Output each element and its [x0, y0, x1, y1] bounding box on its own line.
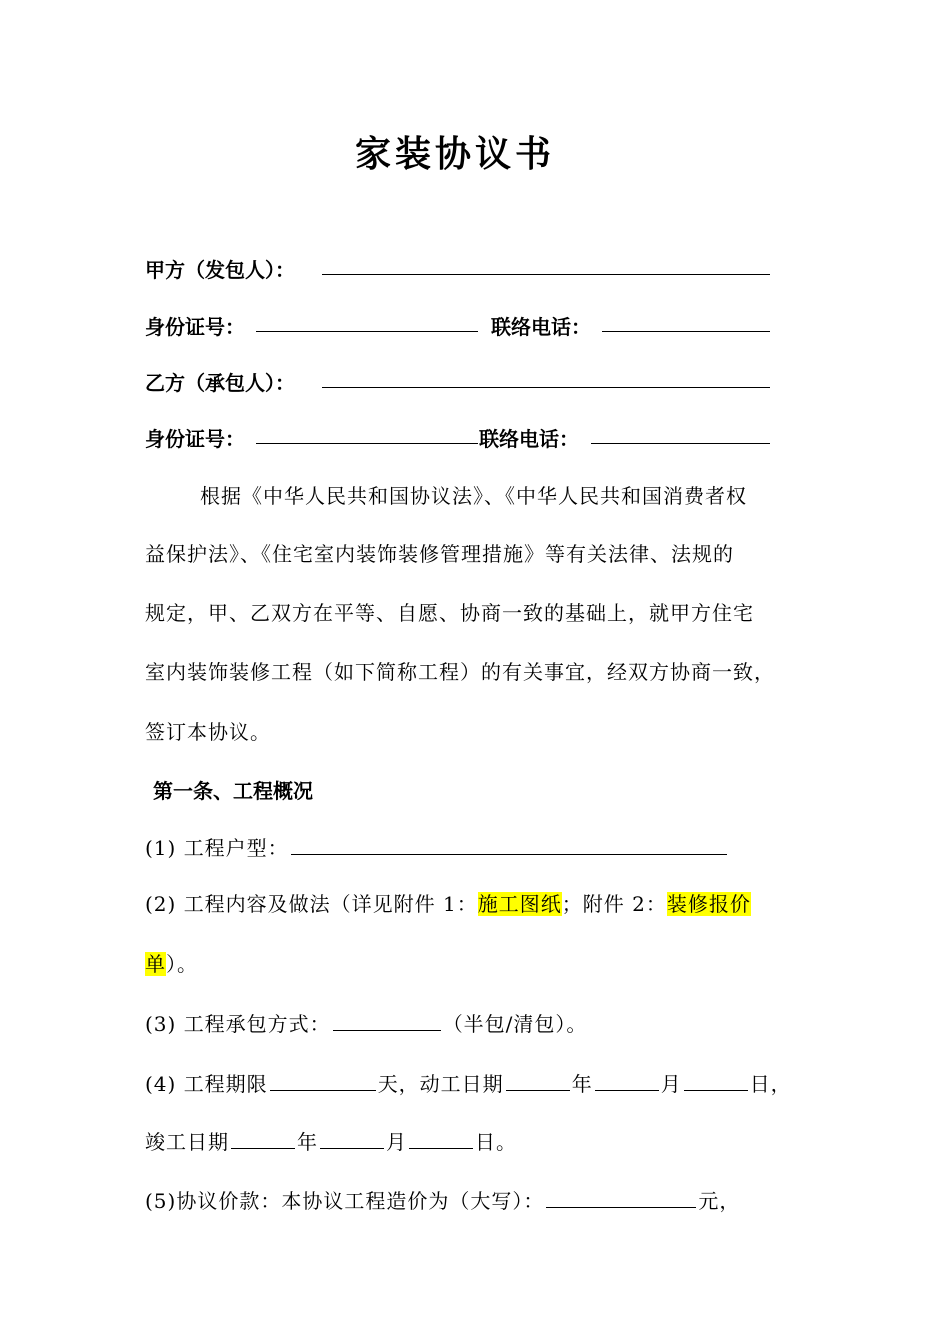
item-4b-year-label: 年 — [297, 1130, 318, 1154]
phone-b-label: 联络电话： — [479, 427, 579, 451]
item-4-prefix: (4) 工程期限 — [145, 1072, 268, 1096]
article-1-heading: 第一条、工程概况 — [153, 779, 313, 803]
item-4b-end: 日。 — [475, 1130, 517, 1154]
party-a-field[interactable] — [322, 274, 770, 275]
id-b-field[interactable] — [256, 443, 478, 444]
item-4b-date-blank[interactable] — [409, 1130, 473, 1149]
item-4-days-blank[interactable] — [270, 1072, 376, 1091]
item-4-date-blank[interactable] — [684, 1072, 748, 1091]
item-4-month-label: 月 — [660, 1072, 682, 1096]
item-2-prefix: (2) 工程内容及做法（详见附件 1： — [145, 892, 478, 916]
party-b-field[interactable] — [322, 387, 770, 388]
item-4b-month-blank[interactable] — [320, 1130, 384, 1149]
item-4-month-blank[interactable] — [595, 1072, 659, 1091]
item-4-cont — [145, 1126, 517, 1155]
item-5-suffix: 元， — [698, 1189, 741, 1213]
intro-line-3: 规定，甲、乙双方在平等、自愿、协商一致的基础上，就甲方住宅 — [145, 601, 754, 625]
intro-line-1: 根据《中华人民共和国协议法》、《中华人民共和国消费者权 — [200, 484, 747, 508]
item-5-prefix: (5)协议价款：本协议工程造价为（大写）： — [145, 1189, 545, 1213]
item-4b-year-blank[interactable] — [231, 1130, 295, 1149]
id-a-field[interactable] — [256, 331, 478, 332]
item-4-day-label: 天，动工日期 — [377, 1072, 504, 1096]
item-2-highlight-quote-end: 单 — [145, 952, 166, 976]
phone-a-field[interactable] — [602, 331, 770, 332]
party-b-label: 乙方（承包人）： — [145, 371, 295, 395]
item-2-suffix: ）。 — [166, 952, 198, 976]
phone-a-label: 联络电话： — [491, 315, 591, 339]
id-b-label: 身份证号： — [145, 427, 245, 451]
item-2-highlight-quote: 装修报价 — [666, 892, 751, 916]
item-2-mid: ；附件 2： — [561, 892, 667, 916]
item-4-year-blank[interactable] — [506, 1072, 570, 1091]
item-4-year-label: 年 — [571, 1072, 593, 1096]
intro-line-5: 签订本协议。 — [145, 720, 271, 744]
item-3-prefix: (3) 工程承包方式： — [145, 1012, 331, 1036]
item-4b-prefix: 竣工日期 — [145, 1130, 229, 1154]
item-5-amount-blank[interactable] — [546, 1189, 696, 1208]
party-a-label: 甲方（发包人）： — [145, 258, 295, 282]
id-a-label: 身份证号： — [145, 315, 245, 339]
item-2 — [145, 888, 751, 917]
item-3-suffix: （半包/清包）。 — [442, 1012, 588, 1036]
item-2-cont — [145, 948, 198, 977]
item-1-label: (1) 工程户型： — [145, 836, 289, 860]
intro-line-2: 益保护法》、《住宅室内装饰装修管理措施》等有关法律、法规的 — [145, 542, 734, 566]
item-5 — [145, 1185, 740, 1214]
page-title: 家装协议书 — [354, 133, 555, 175]
item-4-end: 日， — [749, 1072, 792, 1096]
intro-line-4: 室内装饰装修工程（如下简称工程）的有关事宜，经双方协商一致， — [145, 660, 775, 684]
item-1-blank[interactable] — [291, 836, 727, 855]
item-4b-month-label: 月 — [386, 1130, 407, 1154]
item-3-blank[interactable] — [333, 1012, 441, 1031]
item-3 — [145, 1008, 587, 1037]
item-2-highlight-drawings: 施工图纸 — [477, 892, 562, 916]
item-4 — [145, 1068, 792, 1097]
phone-b-field[interactable] — [591, 443, 770, 444]
item-1 — [145, 832, 729, 861]
